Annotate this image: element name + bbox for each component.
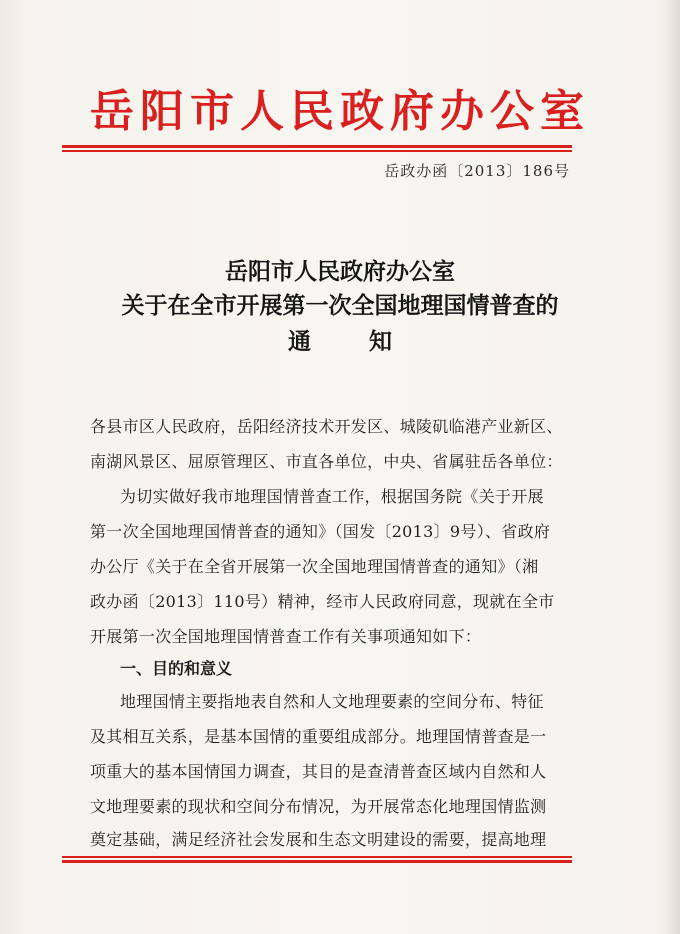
paragraph-2-line-3: 项重大的基本国情国力调查，其目的是查清普查区域内自然和人	[90, 762, 547, 781]
red-rule-bottom-thick	[62, 860, 572, 863]
red-rule-bottom-thin	[62, 856, 572, 858]
paragraph-2-line-1: 地理国情主要指地表自然和人文地理要素的空间分布、特征	[120, 692, 544, 711]
section-1-heading: 一、目的和意义	[120, 659, 233, 678]
paragraph-2-line-4: 文地理要素的现状和空间分布情况，为开展常态化地理国情监测	[90, 797, 547, 816]
paragraph-1-line-3: 办公厅《关于在全省开展第一次全国地理国情普查的通知》（湘	[90, 557, 539, 576]
issuing-office-header: 岳阳市人民政府办公室	[90, 86, 590, 137]
red-rule-top-thin	[62, 150, 572, 152]
paragraph-1-line-1: 为切实做好我市地理国情普查工作，根据国务院《关于开展	[120, 487, 544, 506]
title-line-1: 岳阳市人民政府办公室	[225, 258, 455, 285]
paragraph-1-line-4: 政办函〔2013〕110号）精神，经市人民政府同意，现就在全市	[90, 592, 555, 611]
title-line-3: 通知	[288, 328, 450, 355]
addressee-line-1: 各县市区人民政府，岳阳经济技术开发区、城陵矶临港产业新区、	[90, 417, 563, 436]
page-edge-shadow	[666, 0, 680, 934]
paragraph-1-line-2: 第一次全国地理国情普查的通知》（国发〔2013〕9号）、省政府	[90, 522, 551, 541]
paragraph-1-line-5: 开展第一次全国地理国情普查工作有关事项通知如下：	[90, 627, 482, 646]
paragraph-2-line-2: 及其相互关系，是基本国情的重要组成部分。地理国情普查是一	[90, 727, 547, 746]
paragraph-2-line-5: 奠定基础，满足经济社会发展和生态文明建设的需要，提高地理	[90, 830, 547, 849]
document-number: 岳政办函〔2013〕186号	[384, 162, 570, 180]
red-rule-top-thick	[62, 145, 572, 148]
title-line-2: 关于在全市开展第一次全国地理国情普查的	[121, 292, 559, 319]
addressee-line-2: 南湖风景区、屈原管理区、市直各单位，中央、省属驻岳各单位：	[90, 452, 563, 471]
